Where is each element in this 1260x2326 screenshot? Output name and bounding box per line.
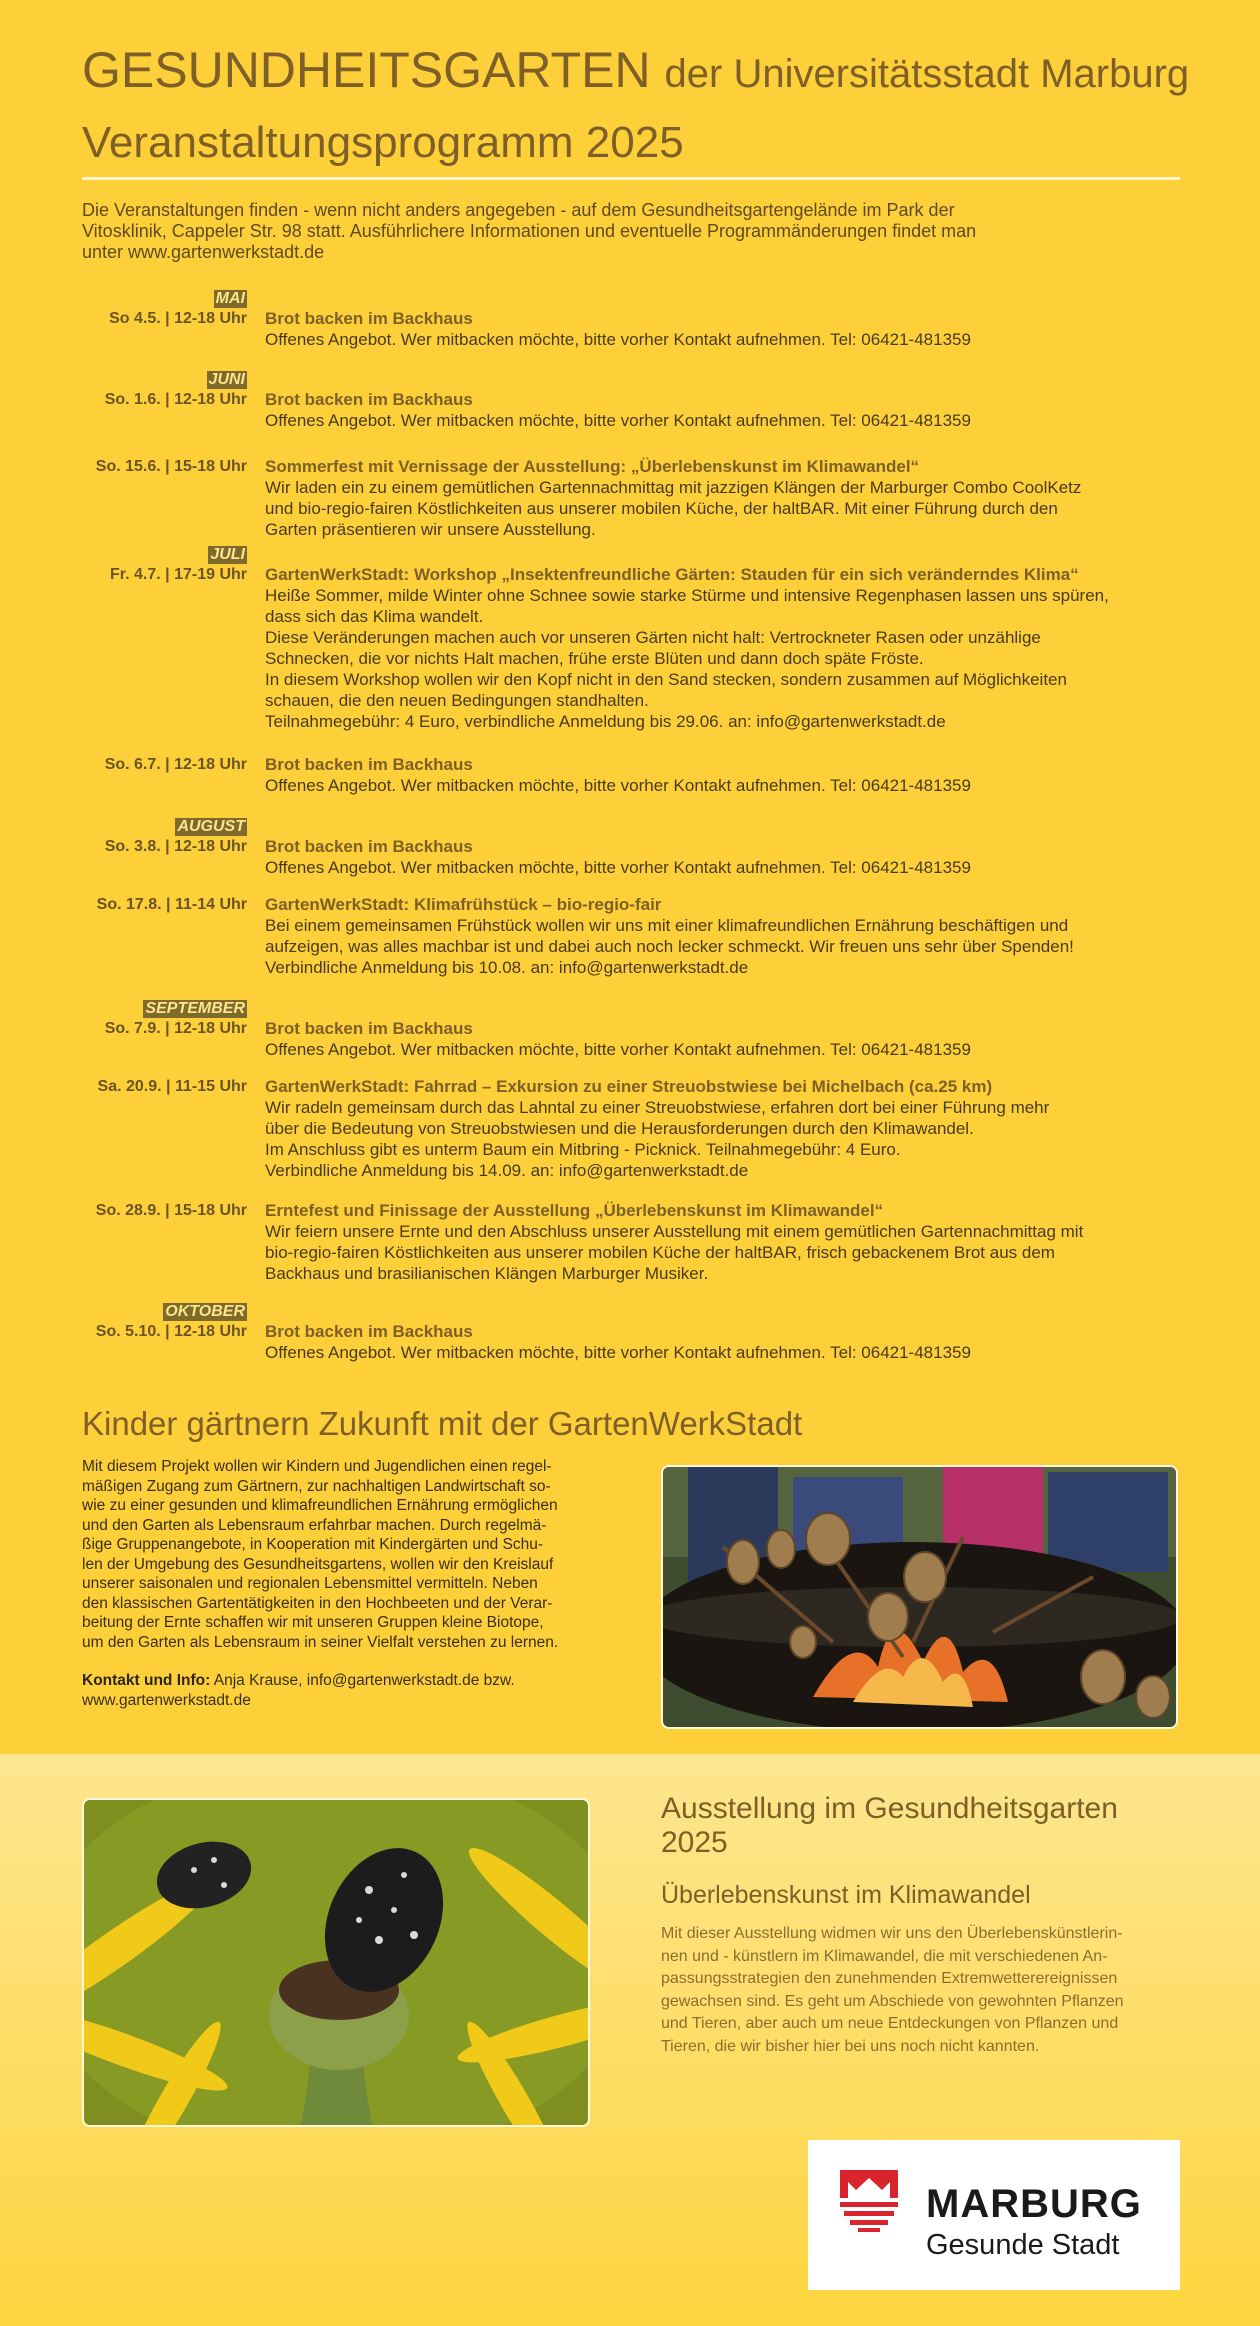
event-description: In diesem Workshop wollen wir den Kopf nicht in den Sand stecken, sondern zusammen auf Möglichkeiten (265, 670, 1067, 689)
event-date: So. 3.8. | 12-18 Uhr (104, 838, 247, 855)
event-description: Bei einem gemeinsamen Frühstück wollen wir uns mit einer klimafreundlichen Ernährung beschäftigen und (265, 916, 1069, 935)
event-date: So. 7.9. | 12-18 Uhr (104, 1020, 247, 1037)
contact-text: Anja Krause, info@gartenwerkstadt.de bzw. (213, 1672, 515, 1689)
event-date: So 4.5. | 12-18 Uhr (109, 310, 247, 327)
month-label: JUNI (208, 371, 245, 388)
campfire-photo (661, 1465, 1178, 1729)
intro-line: unter www.gartenwerkstadt.de (82, 242, 325, 262)
beetle-photo (82, 1798, 590, 2127)
event-date: So. 15.6. | 15-18 Uhr (95, 458, 247, 475)
event-title: Brot backen im Backhaus (265, 837, 473, 856)
event-date: So. 1.6. | 12-18 Uhr (104, 391, 247, 408)
event-description: Offenes Angebot. Wer mitbacken möchte, bitte vorher Kontakt aufnehmen. Tel: 06421-481359 (265, 858, 971, 877)
event-description: aufzeigen, was alles machbar ist und dabei auch noch lecker schmeckt. Wir freuen uns sehr über Spenden! (265, 937, 1074, 956)
title-rest: der Universitätsstadt Marburg (664, 52, 1190, 96)
event-date: So. 6.7. | 12-18 Uhr (104, 756, 247, 773)
event-description: Schnecken, die vor nichts Halt machen, frühe erste Blüten und dann doch späte Fröste. (265, 649, 924, 668)
exhibition-heading-line: 2025 (661, 1826, 728, 1859)
event-description: Verbindliche Anmeldung bis 14.09. an: info@gartenwerkstadt.de (265, 1161, 749, 1180)
exhibition-line: und Tieren, aber auch um neue Entdeckungen von Pflanzen und (661, 2015, 1119, 2032)
page-subtitle: Veranstaltungsprogramm 2025 (82, 118, 684, 167)
event-description: Garten präsentieren wir unsere Ausstellung. (265, 520, 596, 539)
contact-website: www.gartenwerkstadt.de (82, 1691, 251, 1709)
event-title: Brot backen im Backhaus (265, 309, 473, 328)
event-description: Offenes Angebot. Wer mitbacken möchte, bitte vorher Kontakt aufnehmen. Tel: 06421-481359 (265, 411, 971, 430)
event-title: Brot backen im Backhaus (265, 1322, 473, 1341)
event-date: So. 28.9. | 15-18 Uhr (95, 1202, 247, 1219)
event-description: schauen, die den neuen Bedingungen standhalten. (265, 691, 649, 710)
kinder-contact (82, 1671, 602, 1691)
event-description: Im Anschluss gibt es unterm Baum ein Mitbring - Picknick. Teilnahmegebühr: 4 Euro. (265, 1140, 901, 1159)
exhibition-subheading: Überlebenskunst im Klimawandel (661, 1881, 1031, 1909)
exhibition-heading (661, 1792, 1181, 1860)
event-description: Offenes Angebot. Wer mitbacken möchte, bitte vorher Kontakt aufnehmen. Tel: 06421-481359 (265, 776, 971, 795)
event-date: So. 17.8. | 11-14 Uhr (96, 896, 247, 913)
kinder-line: Mit diesem Projekt wollen wir Kindern und Jugendlichen einen regel- (82, 1458, 552, 1475)
exhibition-line: Mit dieser Ausstellung widmen wir uns den Überlebenskünstlerin- (661, 1925, 1123, 1942)
event-title: Brot backen im Backhaus (265, 755, 473, 774)
kinder-text (82, 1457, 602, 1710)
event-description: Heiße Sommer, milde Winter ohne Schnee sowie starke Stürme und intensive Regenphasen lassen uns spüren, (265, 586, 1109, 605)
exhibition-line: passungsstrategien den zunehmenden Extremwetterereignissen (661, 1970, 1118, 1987)
month-label: OKTOBER (165, 1303, 245, 1320)
event-description: Backhaus und brasilianischen Klängen Marburger Musiker. (265, 1264, 709, 1283)
event-description: Verbindliche Anmeldung bis 10.08. an: info@gartenwerkstadt.de (265, 958, 749, 977)
logo-tagline: Gesunde Stadt (926, 2229, 1120, 2261)
page-title (82, 38, 1190, 106)
exhibition-heading-line: Ausstellung im Gesundheitsgarten (661, 1792, 1118, 1825)
month-label: JULI (210, 546, 245, 563)
marburg-emblem-icon (838, 2168, 900, 2232)
event-title: Erntefest und Finissage der Ausstellung „Überlebenskunst im Klimawandel“ (265, 1201, 884, 1220)
kinder-line: um den Garten als Lebensraum in seiner Vielfalt verstehen zu lernen. (82, 1633, 559, 1651)
kinder-line: beitung der Ernte schaffen wir mit unseren Gruppen kleine Biotope, (82, 1614, 544, 1631)
exhibition-line: nen und - künstlern im Klimawandel, die mit verschiedenen An- (661, 1947, 1108, 1965)
exhibition-text (661, 1923, 1181, 2058)
event-description: Diese Veränderungen machen auch vor unseren Gärten nicht halt: Vertrockneter Rasen oder unzählige (265, 628, 1041, 647)
month-label: MAI (215, 290, 245, 307)
event-description: Offenes Angebot. Wer mitbacken möchte, bitte vorher Kontakt aufnehmen. Tel: 06421-481359 (265, 330, 971, 349)
event-date: Sa. 20.9. | 11-15 Uhr (97, 1078, 247, 1095)
kinder-line: len der Umgebung des Gesundheitsgartens, wollen wir den Kreislauf (82, 1555, 554, 1573)
exhibition-line: Tieren, die wir bisher hier bei uns noch nicht kannten. (661, 2037, 1040, 2055)
exhibition-line: gewachsen sind. Es geht um Abschiede von gewohnten Pflanzen (661, 1992, 1124, 2010)
kinder-line: unserer saisonalen und regionalen Lebensmittel vermitteln. Neben (82, 1575, 538, 1592)
logo-name: MARBURG (926, 2182, 1142, 2226)
event-description: Offenes Angebot. Wer mitbacken möchte, bitte vorher Kontakt aufnehmen. Tel: 06421-481359 (265, 1343, 971, 1362)
intro-line: Die Veranstaltungen finden - wenn nicht anders angegeben - auf dem Gesundheitsgartengelände im Park der (82, 200, 955, 220)
event-title: GartenWerkStadt: Fahrrad – Exkursion zu einer Streuobstwiese bei Michelbach (ca.25 km) (265, 1077, 993, 1096)
kinder-line: und den Garten als Lebensraum erfahrbar machen. Durch regelmä- (82, 1516, 547, 1534)
kinder-line: wie zu einer gesunden und klimafreundlichen Ernährung ermöglichen (82, 1497, 558, 1514)
contact-label: Kontakt und Info: (82, 1672, 211, 1689)
header-divider (82, 177, 1180, 180)
kinder-line: ßige Gruppenangebote, in Kooperation mit Kindergärten und Schu- (82, 1536, 543, 1553)
kinder-heading: Kinder gärtnern Zukunft mit der GartenWerkStadt (82, 1405, 803, 1442)
event-title: GartenWerkStadt: Workshop „Insektenfreundliche Gärten: Stauden für ein sich veränderndes Klima“ (265, 565, 1079, 584)
kinder-line: mäßigen Zugang zum Gärtnern, zur nachhaltigen Landwirtschaft so- (82, 1477, 551, 1495)
event-description: Wir laden ein zu einem gemütlichen Gartennachmittag mit jazzigen Klängen der Marburger Combo CoolKetz (265, 478, 1082, 497)
title-main: GESUNDHEITSGARTEN (82, 42, 651, 98)
event-title: Sommerfest mit Vernissage der Ausstellung: „Überlebenskunst im Klimawandel“ (265, 457, 920, 476)
event-description: über die Bedeutung von Streuobstwiesen und die Herausforderungen durch den Klimawandel. (265, 1119, 974, 1138)
month-label: AUGUST (177, 818, 245, 835)
event-title: GartenWerkStadt: Klimafrühstück – bio-regio-fair (265, 895, 662, 914)
month-label: SEPTEMBER (145, 1000, 245, 1017)
event-title: Brot backen im Backhaus (265, 390, 473, 409)
event-description: und bio-regio-fairen Köstlichkeiten aus unserer mobilen Küche, der haltBAR. Mit einer Führung durch den (265, 499, 1058, 518)
event-description: Wir feiern unsere Ernte und den Abschluss unserer Ausstellung mit einem gemütlichen Gartennachmittag mit (265, 1222, 1084, 1241)
event-title: Brot backen im Backhaus (265, 1019, 473, 1038)
event-description: dass sich das Klima wandelt. (265, 607, 484, 626)
intro-line: Vitosklinik, Cappeler Str. 98 statt. Ausführlichere Informationen und eventuelle Programmänderungen findet man (82, 221, 977, 241)
event-date: Fr. 4.7. | 17-19 Uhr (110, 566, 247, 583)
event-description: bio-regio-fairen Köstlichkeiten aus unserer mobilen Küche der haltBAR, frisch gebackenem Brot aus dem (265, 1243, 1055, 1262)
kinder-line: den klassischen Gartentätigkeiten in den Hochbeeten und der Verar- (82, 1594, 553, 1612)
marburg-logo (808, 2140, 1180, 2290)
event-date: So. 5.10. | 12-18 Uhr (95, 1323, 247, 1340)
event-description: Wir radeln gemeinsam durch das Lahntal zu einer Streuobstwiese, erfahren dort bei einer Führung mehr (265, 1098, 1050, 1117)
event-description: Teilnahmegebühr: 4 Euro, verbindliche Anmeldung bis 29.06. an: info@gartenwerkstadt.de (265, 712, 946, 731)
intro-text (82, 200, 1180, 263)
event-description: Offenes Angebot. Wer mitbacken möchte, bitte vorher Kontakt aufnehmen. Tel: 06421-481359 (265, 1040, 971, 1059)
